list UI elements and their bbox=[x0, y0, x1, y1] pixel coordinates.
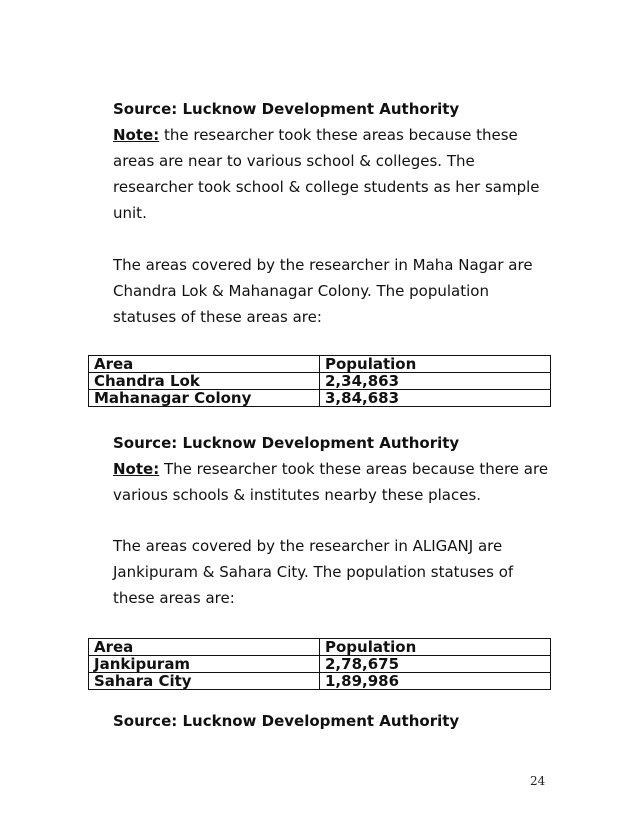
population-table-aliganj bbox=[88, 638, 551, 690]
note-text-line: researcher took school & college students as her sample bbox=[113, 178, 540, 196]
note-paragraph-line bbox=[113, 460, 548, 478]
paragraph-line: these areas are: bbox=[113, 589, 235, 607]
paragraph-line: Jankipuram & Sahara City. The population statuses of bbox=[113, 563, 514, 581]
note-text-line: unit. bbox=[113, 204, 147, 222]
table-cell-area: Chandra Lok bbox=[89, 373, 320, 390]
note-text-line: areas are near to various school & colleges. The bbox=[113, 152, 475, 170]
source-line: Source: Lucknow Development Authority bbox=[113, 712, 460, 730]
table-row bbox=[89, 373, 551, 390]
table-cell-population: 1,89,986 bbox=[320, 673, 551, 690]
note-paragraph-line bbox=[113, 126, 518, 144]
note-text-line: various schools & institutes nearby these places. bbox=[113, 486, 482, 504]
table-header-cell: Area bbox=[89, 356, 320, 373]
table-header-cell: Area bbox=[89, 639, 320, 656]
source-line: Source: Lucknow Development Authority bbox=[113, 100, 460, 118]
table-cell-area: Sahara City bbox=[89, 673, 320, 690]
table-cell-population: 3,84,683 bbox=[320, 390, 551, 407]
table-row bbox=[89, 673, 551, 690]
paragraph-line: statuses of these areas are: bbox=[113, 308, 322, 326]
page-number: 24 bbox=[530, 774, 546, 788]
note-label: Note: bbox=[113, 460, 160, 478]
table-header-row bbox=[89, 639, 551, 656]
table-cell-population: 2,34,863 bbox=[320, 373, 551, 390]
population-table-mahanagar bbox=[88, 355, 551, 407]
paragraph-line: Chandra Lok & Mahanagar Colony. The population bbox=[113, 282, 489, 300]
table-header-cell: Population bbox=[320, 639, 551, 656]
table-header-cell: Population bbox=[320, 356, 551, 373]
note-text: The researcher took these areas because there are bbox=[159, 460, 549, 478]
table-row bbox=[89, 390, 551, 407]
table-header-row bbox=[89, 356, 551, 373]
table-cell-area: Jankipuram bbox=[89, 656, 320, 673]
table-cell-area: Mahanagar Colony bbox=[89, 390, 320, 407]
source-line: Source: Lucknow Development Authority bbox=[113, 434, 460, 452]
paragraph-line: The areas covered by the researcher in ALIGANJ are bbox=[113, 537, 503, 555]
paragraph-line: The areas covered by the researcher in Maha Nagar are bbox=[113, 256, 533, 274]
note-label: Note: bbox=[113, 126, 160, 144]
table-cell-population: 2,78,675 bbox=[320, 656, 551, 673]
note-text: the researcher took these areas because these bbox=[159, 126, 518, 144]
table-row bbox=[89, 656, 551, 673]
